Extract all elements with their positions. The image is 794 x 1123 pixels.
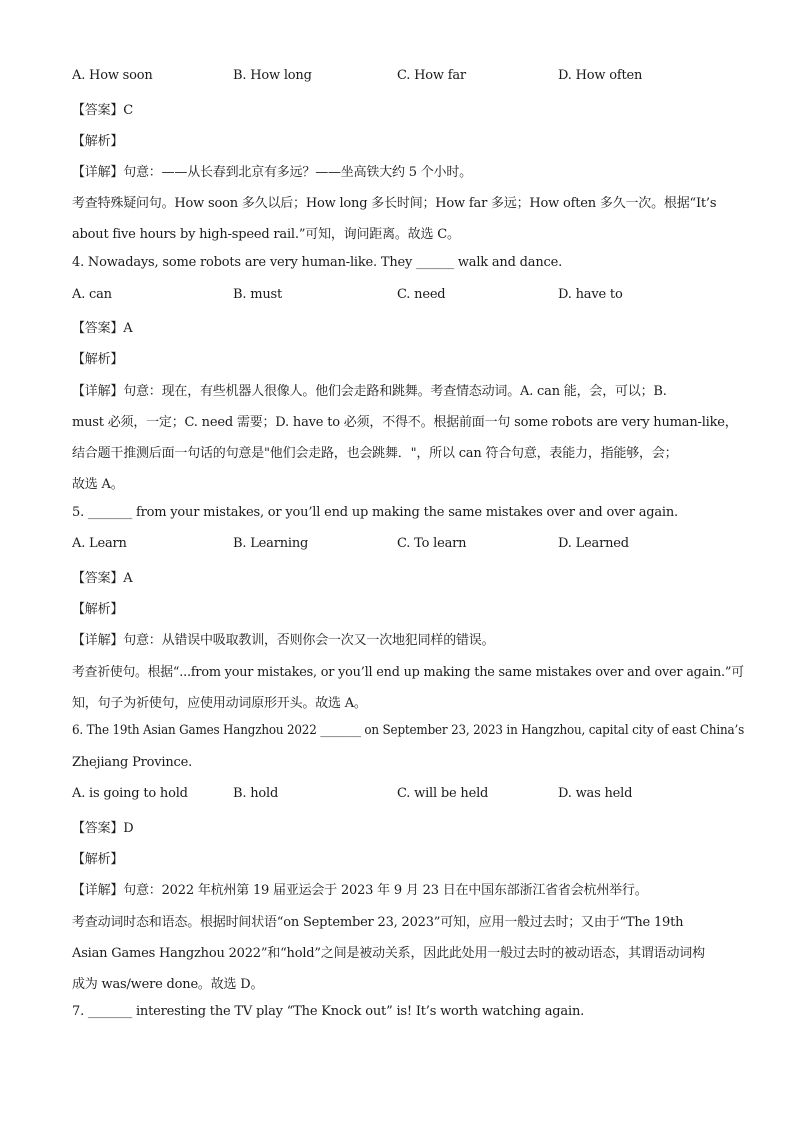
answer-value: A <box>123 321 133 336</box>
analysis-label: 【解析】 <box>72 852 124 867</box>
q5-question: 5. _______ from your mistakes, or you’ll end up making the same mistakes over and over again. <box>72 505 678 520</box>
q3-detail-line: about five hours by high-speed rail.”可知，询问距离。故选 C。 <box>72 227 460 242</box>
q5-answer <box>72 567 132 586</box>
answer-label: 【答案】 <box>72 321 124 336</box>
q6-answer <box>72 817 133 836</box>
q3-detail-line <box>72 161 472 180</box>
q6-question: Zhejiang Province. <box>72 755 193 770</box>
q6-question: 6. The 19th Asian Games Hangzhou 2022 _______ on September 23, 2023 in Hangzhou, capital city of east China’s <box>72 723 745 738</box>
q5-option-d: D. Learned <box>558 536 629 551</box>
q5-detail-line <box>72 629 494 648</box>
analysis-label: 【解析】 <box>72 602 124 617</box>
q3-analysis-label <box>72 130 123 149</box>
q6-detail-line: Asian Games Hangzhou 2022”和“hold”之间是被动关系，因此此处用一般过去时的被动语态，其谓语动词构 <box>72 946 705 961</box>
q4-option-a: A. can <box>72 287 112 302</box>
answer-value: A <box>123 571 133 586</box>
q6-detail-line: 成为 was/were done。故选 D。 <box>72 977 264 992</box>
q3-option-b: B. How long <box>233 68 312 83</box>
q4-option-c: C. need <box>397 287 446 302</box>
q3-answer <box>72 99 133 118</box>
q4-detail-line: 故选 A。 <box>72 477 124 492</box>
q5-option-c: C. To learn <box>397 536 467 551</box>
detail-text: 句意：——从长春到北京有多远？——坐高铁大约 5 个小时。 <box>123 165 472 180</box>
answer-label: 【答案】 <box>72 821 124 836</box>
q4-option-d: D. have to <box>558 287 623 302</box>
q5-option-a: A. Learn <box>72 536 127 551</box>
analysis-label: 【解析】 <box>72 352 124 367</box>
q4-option-b: B. must <box>233 287 283 302</box>
q5-analysis-label <box>72 598 123 617</box>
q4-detail-line: 结合题干推测后面一句话的句意是"他们会走路，也会跳舞．"，所以 can 符合句意，表能力，指能够，会； <box>72 446 678 461</box>
q6-detail-line <box>72 879 648 898</box>
q4-detail-line: must 必须，一定；C. need 需要；D. have to 必须，不得不。根据前面一句 some robots are very human-like， <box>72 415 738 430</box>
detail-text: 句意：现在，有些机器人很像人。他们会走路和跳舞。考查情态动词。A. can 能，会，可以；B. <box>123 384 667 399</box>
q6-option-a: A. is going to hold <box>72 786 188 801</box>
detail-label: 【详解】 <box>72 384 124 399</box>
detail-label: 【详解】 <box>72 883 124 898</box>
q7-question: 7. _______ interesting the TV play “The Knock out” is! It’s worth watching again. <box>72 1004 585 1019</box>
q6-detail-line: 考查动词时态和语态。根据时间状语“on September 23, 2023”可知，应用一般过去时；又由于“The 19th <box>72 915 684 930</box>
q6-option-d: D. was held <box>558 786 633 801</box>
analysis-label: 【解析】 <box>72 134 124 149</box>
answer-value: C <box>123 103 133 118</box>
q5-option-b: B. Learning <box>233 536 309 551</box>
detail-label: 【详解】 <box>72 633 124 648</box>
q3-detail-line: 考查特殊疑问句。How soon 多久以后；How long 多长时间；How far 多远；How often 多久一次。根据“It’s <box>72 196 717 211</box>
answer-value: D <box>123 821 134 836</box>
q6-analysis-label <box>72 848 123 867</box>
detail-label: 【详解】 <box>72 165 124 180</box>
answer-label: 【答案】 <box>72 103 124 118</box>
q4-answer <box>72 317 132 336</box>
q3-option-a: A. How soon <box>72 68 153 83</box>
q5-detail-line: 考查祈使句。根据“...from your mistakes, or you’ll end up making the same mistakes over and over again.”可 <box>72 665 744 680</box>
q5-detail-line: 知，句子为祈使句，应使用动词原形开头。故选 A。 <box>72 696 367 711</box>
q3-option-c: C. How far <box>397 68 466 83</box>
q4-detail-line <box>72 380 667 399</box>
detail-text: 句意：2022 年杭州第 19 届亚运会于 2023 年 9 月 23 日在中国东部浙江省省会杭州举行。 <box>123 883 648 898</box>
q4-question: 4. Nowadays, some robots are very human-like. They ______ walk and dance. <box>72 255 563 270</box>
q6-option-b: B. hold <box>233 786 279 801</box>
q6-option-c: C. will be held <box>397 786 489 801</box>
q3-option-d: D. How often <box>558 68 643 83</box>
q4-analysis-label <box>72 348 123 367</box>
answer-label: 【答案】 <box>72 571 124 586</box>
detail-text: 句意：从错误中吸取教训，否则你会一次又一次地犯同样的错误。 <box>123 633 495 648</box>
